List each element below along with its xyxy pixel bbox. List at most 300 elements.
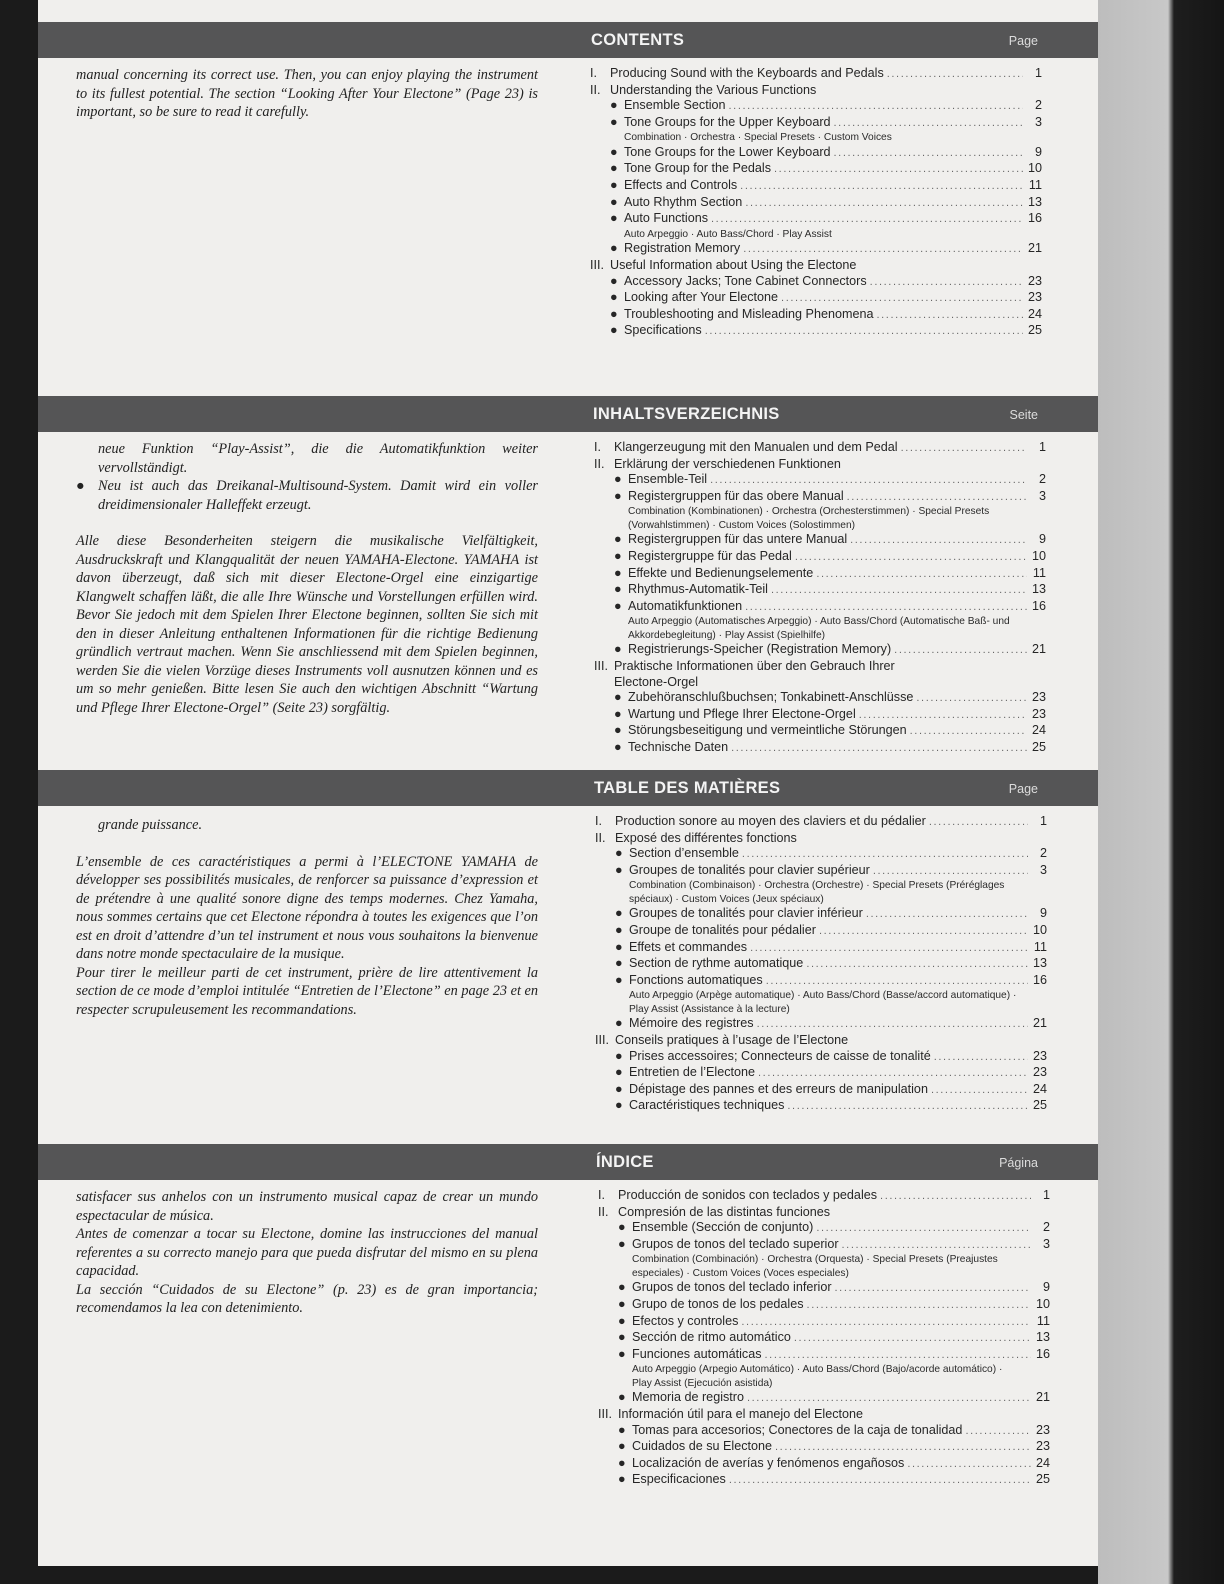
toc-entry-row: [598, 1220, 1050, 1237]
table-of-contents: [594, 440, 1046, 757]
toc-entry-label: Grupo de tonos de los pedales: [632, 1296, 804, 1311]
page-number: 2: [1039, 846, 1047, 861]
toc-entry-row: [590, 145, 1042, 162]
toc-entry-label: Localización de averías y fenómenos engañosos: [632, 1455, 905, 1470]
toc-entry-row: [590, 161, 1042, 178]
intro-text: [76, 66, 538, 140]
dot-leader: [745, 196, 1023, 212]
intro-bullet-item: [76, 477, 538, 514]
page-number: 13: [1031, 582, 1046, 597]
toc-entry-label: Groupes de tonalités pour clavier inférieur: [629, 906, 863, 921]
toc-entry-label: Dépistage des pannes et des erreurs de manipulation: [629, 1081, 928, 1096]
bullet-icon: ●: [610, 98, 618, 113]
chapter-number: I.: [598, 1188, 605, 1202]
dot-leader: [765, 1348, 1031, 1364]
toc-entry-label: Registration Memory: [624, 241, 741, 256]
bullet-icon: ●: [76, 478, 85, 494]
toc-entry-label: Groupes de tonalités pour clavier supérieur: [629, 862, 870, 877]
toc-entry-row: [595, 956, 1047, 973]
bullet-icon: ●: [610, 323, 618, 338]
toc-entry-row: [598, 1314, 1050, 1331]
toc-entry-label: Efectos y controles: [632, 1313, 739, 1328]
toc-entry-label: Prises accessoires; Connecteurs de caisse de tonalité: [629, 1048, 931, 1063]
toc-entry-label: Specifications: [624, 323, 702, 338]
page-number: 21: [1027, 241, 1042, 256]
toc-entry-label: Effekte und Bedienungselemente: [628, 565, 814, 580]
toc-entry-label: Caractéristiques techniques: [629, 1098, 785, 1113]
page-number: 16: [1027, 211, 1042, 226]
dot-leader: [866, 907, 1028, 923]
toc-entry-label: Registergruppe für das Pedal: [628, 548, 792, 563]
toc-entry-row: [595, 906, 1047, 923]
page-number: 9: [1039, 906, 1047, 921]
toc-entry-row: [595, 1065, 1047, 1082]
bullet-icon: ●: [614, 642, 622, 657]
chapter-number: III.: [598, 1406, 612, 1421]
bullet-icon: ●: [618, 1280, 626, 1295]
toc-entry-label: Registergruppen für das obere Manual: [628, 488, 844, 503]
toc-entry-row: [594, 532, 1046, 549]
section-title: ÍNDICE: [596, 1153, 654, 1171]
bullet-icon: ●: [618, 1455, 626, 1470]
page-number: 1: [1042, 1188, 1050, 1202]
toc-entry-label: Praktische Informationen über den Gebrauch Ihrer: [614, 658, 895, 673]
page-number: 11: [1032, 565, 1046, 580]
bullet-icon: ●: [618, 1422, 626, 1437]
toc-entry-row: [590, 211, 1042, 228]
toc-chapter-row: [598, 1188, 1050, 1205]
toc-subentry-text: Combination · Orchestra · Special Presets · Custom Voices: [624, 132, 892, 144]
dot-leader: [729, 1473, 1031, 1489]
dot-leader: [711, 212, 1023, 228]
toc-subentry-text: Auto Arpeggio (Automatisches Arpeggio) · Auto Bass/Chord (Automatische Baß- und Akkordebegleitung) · Play Assist (Spielhilfe): [628, 616, 1010, 641]
toc-entry-label: Especificaciones: [632, 1472, 726, 1487]
page-number: 24: [1032, 1081, 1047, 1096]
page-number: 23: [1035, 1439, 1050, 1454]
toc-subentry-text: Combination (Combinación) · Orchestra (Orquesta) · Special Presets (Preajustes especiales) · Custom Voices (Voces especiales): [632, 1254, 998, 1279]
toc-entry-label: Wartung und Pflege Ihrer Electone-Orgel: [628, 706, 856, 721]
toc-entry-row: [598, 1297, 1050, 1314]
intro-paragraph: La sección “Cuidados de su Electone” (p. 23) es de gran importancia; recomendamos la lea con detenimiento.: [76, 1281, 538, 1316]
bullet-icon: ●: [614, 472, 622, 487]
bullet-icon: ●: [618, 1236, 626, 1251]
dot-leader: [806, 957, 1028, 973]
bullet-icon: ●: [614, 582, 622, 597]
toc-entry-label-continued: Electone-Orgel: [614, 674, 698, 689]
page-number: 3: [1034, 114, 1042, 129]
toc-entry-row: [590, 195, 1042, 212]
toc-entry-label: Funciones automáticas: [632, 1346, 762, 1361]
toc-subentry-text: Auto Arpeggio (Arpegio Automático) · Auto Bass/Chord (Bajo/acorde automático) · Play Assist (Ejecución asistida): [632, 1364, 1003, 1389]
toc-entry-label: Automatikfunktionen: [628, 598, 743, 613]
bullet-icon: ●: [618, 1296, 626, 1311]
dot-leader: [775, 1440, 1031, 1456]
page-number: 1: [1039, 814, 1047, 828]
page-number: 3: [1042, 1236, 1050, 1251]
page-number: 13: [1035, 1330, 1050, 1345]
intro-text: [76, 440, 538, 735]
toc-entry-row: [598, 1390, 1050, 1407]
toc-subentry-text: Combination (Kombinationen) · Orchestra (Orchesterstimmen) · Special Presets (Vorwahlstimmen) · Custom Voices (Solostimmen): [628, 506, 990, 531]
bullet-icon: ●: [610, 194, 618, 209]
toc-entry-label: Klangerzeugung mit den Manualen und dem Pedal: [614, 440, 898, 454]
toc-entry-label: Section d’ensemble: [629, 846, 739, 861]
toc-entry-label: Tone Groups for the Upper Keyboard: [624, 114, 831, 129]
dot-leader: [819, 924, 1028, 940]
toc-entry-row: [594, 489, 1046, 506]
toc-entry-row: [595, 1082, 1047, 1099]
page-number: 23: [1035, 1422, 1050, 1437]
page-number: 10: [1032, 922, 1047, 937]
bullet-icon: ●: [618, 1313, 626, 1328]
bullet-icon: ●: [610, 273, 618, 288]
dot-leader: [774, 162, 1023, 178]
toc-entry-label: Groupe de tonalités pour pédalier: [629, 922, 816, 937]
toc-entry-row: [598, 1456, 1050, 1473]
page-number: 24: [1035, 1455, 1050, 1470]
dot-leader: [834, 116, 1023, 132]
toc-entry-row: [590, 115, 1042, 132]
toc-entry-row: [598, 1347, 1050, 1364]
toc-entry-row: [595, 973, 1047, 990]
bullet-icon: ●: [615, 906, 623, 921]
page-number: 10: [1027, 161, 1042, 176]
dot-leader: [743, 242, 1023, 258]
toc-entry-label: Technische Daten: [628, 739, 729, 754]
page-column-label: Page: [1008, 782, 1038, 796]
dot-leader: [894, 643, 1027, 659]
toc-entry-label: Grupos de tonos del teclado superior: [632, 1236, 839, 1251]
dot-leader: [901, 441, 1027, 457]
page-number: 11: [1036, 1313, 1050, 1328]
toc-entry-row: [594, 642, 1046, 659]
toc-entry-label: Effects and Controls: [624, 178, 738, 193]
toc-entry-label: Producción de sonidos con teclados y pedales: [618, 1188, 878, 1202]
page-number: 24: [1027, 306, 1042, 321]
toc-entry-row: [595, 940, 1047, 957]
dot-leader: [740, 179, 1023, 195]
dot-leader: [965, 1424, 1031, 1440]
toc-entry-row: [598, 1423, 1050, 1440]
page-edge-shadow: [1098, 0, 1224, 1584]
toc-entry-row: [594, 690, 1046, 707]
chapter-number: I.: [595, 814, 602, 828]
dot-leader: [787, 1099, 1028, 1115]
toc-chapter-row: [594, 659, 1046, 675]
page-number: 13: [1032, 956, 1047, 971]
dot-leader: [847, 490, 1027, 506]
toc-chapter-row: [594, 457, 1046, 473]
intro-paragraph: satisfacer sus anhelos con un instrumento musical capaz de crear un mundo espectacular de música.: [76, 1189, 538, 1224]
toc-chapter-row: [595, 831, 1047, 847]
toc-chapter-row: [590, 83, 1042, 99]
chapter-number: II.: [595, 830, 606, 845]
dot-leader: [929, 815, 1028, 831]
bullet-icon: ●: [610, 161, 618, 176]
toc-entry-row: [594, 723, 1046, 740]
toc-chapter-row: [595, 814, 1047, 831]
dot-leader: [907, 1457, 1031, 1473]
dot-leader: [747, 1391, 1031, 1407]
toc-entry-label: Exposé des différentes fonctions: [615, 830, 797, 845]
page-number: 25: [1027, 323, 1042, 338]
intro-text: [76, 816, 538, 1019]
intro-paragraph: grande puissance.: [98, 817, 203, 833]
toc-entry-row: [598, 1472, 1050, 1489]
dot-leader: [873, 864, 1028, 880]
page-number: 16: [1032, 972, 1047, 987]
page-number: 1: [1038, 440, 1046, 454]
toc-entry-row: [594, 582, 1046, 599]
bullet-icon: ●: [610, 178, 618, 193]
toc-entry-label: Mémoire des registres: [629, 1016, 754, 1031]
dot-leader: [835, 1281, 1031, 1297]
dot-leader: [870, 275, 1023, 291]
table-of-contents: [590, 66, 1042, 340]
toc-entry-label: Cuidados de su Electone: [632, 1439, 773, 1454]
page-number: 25: [1031, 739, 1046, 754]
dot-leader: [758, 1066, 1028, 1082]
page-number: 2: [1038, 472, 1046, 487]
toc-entry-label: Registergruppen für das untere Manual: [628, 532, 848, 547]
intro-paragraph: Pour tirer le meilleur parti de cet instrument, prière de lire attentivement la section de ce mode d’emploi intitulée “Entretien de l’Electone” en page 23 et en respecter scrupuleusement les recommandations.: [76, 964, 538, 1018]
dot-leader: [794, 1331, 1031, 1347]
bullet-icon: ●: [618, 1439, 626, 1454]
toc-entry-label: Troubleshooting and Misleading Phenomena: [624, 306, 874, 321]
dot-leader: [880, 1189, 1031, 1205]
toc-entry-row: [594, 599, 1046, 616]
bullet-icon: ●: [615, 862, 623, 877]
bullet-icon: ●: [615, 922, 623, 937]
bullet-icon: ●: [614, 739, 622, 754]
toc-entry-label: Understanding the Various Functions: [610, 82, 817, 97]
section-title: CONTENTS: [591, 31, 685, 49]
bullet-icon: ●: [614, 532, 622, 547]
page-column-label: Page: [1008, 34, 1038, 48]
toc-entry-label: Registrierungs-Speicher (Registration Memory): [628, 642, 892, 657]
intro-paragraph: Alle diese Besonderheiten steigern die musikalische Vielfältigkeit, Ausdruckskraft und Klangqualität der neuen YAMAHA-Electone. YAMAHA ist davon überzeugt, daß sich mit dieser Electone-Orgel eine einzigartige Klangwelt schaffen läßt, die alle Ihre Wünsche und Vorstellungen erfüllen wird. Bevor Sie jedoch mit dem Spielen Ihrer Electone beginnen, sollten Sie sich mit den in dieser Anleitung enthaltenen Informationen für die richtige Bedienung gründlich vertraut machen. Wenn Sie anschliessend mit dem Spielen beginnen, werden Sie die vielen Vorzüge dieses Instruments voll ausnutzen können und es um so mehr genießen. Bitte lesen Sie auch den wichtigen Abschnitt “Wartung und Pflege Ihrer Electone-Orgel” (Seite 23) sorgfältig.: [76, 533, 538, 716]
bullet-icon: ●: [615, 1098, 623, 1113]
bullet-icon: ●: [614, 565, 622, 580]
bullet-icon: ●: [615, 956, 623, 971]
toc-entry-label: Producing Sound with the Keyboards and Pedals: [610, 66, 884, 80]
chapter-number: I.: [590, 66, 597, 80]
toc-entry-label: Looking after Your Electone: [624, 290, 779, 305]
page-number: 2: [1034, 98, 1042, 113]
page-number: 16: [1035, 1346, 1050, 1361]
page-number: 11: [1028, 178, 1042, 193]
page-number: 23: [1032, 1048, 1047, 1063]
section-title: TABLE DES MATIÈRES: [594, 779, 781, 797]
dot-leader: [816, 1221, 1031, 1237]
toc-entry-row: [594, 707, 1046, 724]
page-number: 1: [1034, 66, 1042, 80]
bullet-icon: ●: [614, 706, 622, 721]
toc-entry-label: Rhythmus-Automatik-Teil: [628, 582, 768, 597]
toc-chapter-row: [598, 1205, 1050, 1221]
toc-entry-label: Tone Group for the Pedals: [624, 161, 772, 176]
toc-entry-label: Tone Groups for the Lower Keyboard: [624, 144, 831, 159]
dot-leader: [859, 708, 1027, 724]
page-column-label: Página: [999, 1156, 1038, 1170]
table-of-contents: [595, 814, 1047, 1115]
toc-entry-label: Accessory Jacks; Tone Cabinet Connectors: [624, 273, 867, 288]
page-number: 2: [1042, 1220, 1050, 1235]
bullet-icon: ●: [615, 939, 623, 954]
section-header-band: [38, 1144, 1098, 1180]
page-number: 13: [1027, 194, 1042, 209]
toc-chapter-row: [590, 66, 1042, 83]
toc-entry-row: [595, 923, 1047, 940]
bullet-icon: ●: [615, 1016, 623, 1031]
toc-subentry-text: Auto Arpeggio (Arpège automatique) · Auto Bass/Chord (Basse/accord automatique) · Play Assist (Assistance à la lecture): [629, 990, 1017, 1015]
bullet-icon: ●: [618, 1346, 626, 1361]
toc-entry-label: Zubehöranschlußbuchsen; Tonkabinett-Anschlüsse: [628, 690, 914, 705]
page-number: 23: [1031, 706, 1046, 721]
toc-entry-label: Sección de ritmo automático: [632, 1330, 791, 1345]
toc-entry-row: [590, 98, 1042, 115]
bullet-icon: ●: [618, 1220, 626, 1235]
toc-entry-label: Ensemble-Teil: [628, 472, 708, 487]
toc-entry-label: Section de rythme automatique: [629, 956, 804, 971]
bullet-icon: ●: [615, 972, 623, 987]
dot-leader: [766, 974, 1028, 990]
toc-entry-row: [594, 472, 1046, 489]
page-number: 21: [1031, 642, 1046, 657]
chapter-number: I.: [594, 440, 601, 454]
toc-entry-row: [598, 1330, 1050, 1347]
toc-entry-row: [590, 323, 1042, 340]
toc-entry-row: [590, 307, 1042, 324]
intro-text: [76, 1188, 538, 1318]
toc-entry-label: Entretien de l’Electone: [629, 1065, 756, 1080]
page-number: 16: [1031, 598, 1046, 613]
toc-entry-label: Conseils pratiques à l’usage de l’Electone: [615, 1032, 849, 1047]
toc-entry-row: [594, 549, 1046, 566]
dot-leader: [934, 1050, 1028, 1066]
page-number: 9: [1034, 144, 1042, 159]
toc-entry-label: Ensemble (Sección de conjunto): [632, 1220, 814, 1235]
chapter-number: III.: [595, 1032, 609, 1047]
toc-entry-label: Erklärung der verschiedenen Funktionen: [614, 456, 841, 471]
toc-subentry-text: Combination (Combinaison) · Orchestra (Orchestre) · Special Presets (Préréglages spéciaux) · Custom Voices (Jeux spéciaux): [629, 880, 1005, 905]
toc-entry-label: Auto Rhythm Section: [624, 194, 743, 209]
bullet-icon: ●: [615, 846, 623, 861]
dot-leader: [842, 1238, 1031, 1254]
toc-entry-label: Tomas para accesorios; Conectores de la caja de tonalidad: [632, 1422, 963, 1437]
page-number: 23: [1032, 1065, 1047, 1080]
intro-paragraph: manual concerning its correct use. Then, you can enjoy playing the instrument to its fullest potential. The section “Looking After Your Electone” (Page 23) is important, so be sure to read it carefully.: [76, 67, 538, 120]
bullet-icon: ●: [610, 114, 618, 129]
intro-paragraph: Antes de comenzar a tocar su Electone, domine las instrucciones del manual referentes a su correcto manejo para que pueda disfrutar del mismo en su plena capacidad.: [76, 1226, 538, 1279]
page-number: 23: [1027, 290, 1042, 305]
page-number: 23: [1031, 690, 1046, 705]
dot-leader: [757, 1017, 1028, 1033]
chapter-number: III.: [590, 257, 604, 272]
page-number: 24: [1031, 723, 1046, 738]
bullet-icon: ●: [618, 1472, 626, 1487]
bullet-icon: ●: [618, 1330, 626, 1345]
dot-leader: [795, 550, 1027, 566]
bullet-icon: ●: [610, 290, 618, 305]
page-number: 9: [1042, 1280, 1050, 1295]
toc-chapter-row: [595, 1033, 1047, 1049]
page-number: 3: [1038, 488, 1046, 503]
page-number: 10: [1035, 1296, 1050, 1311]
bullet-icon: ●: [610, 306, 618, 321]
bullet-icon: ●: [614, 598, 622, 613]
toc-entry-row: [598, 1280, 1050, 1297]
chapter-number: II.: [594, 456, 605, 471]
bullet-icon: ●: [610, 241, 618, 256]
dot-leader: [729, 99, 1023, 115]
dot-leader: [887, 67, 1023, 83]
page-number: 10: [1031, 548, 1046, 563]
bullet-icon: ●: [615, 1081, 623, 1096]
table-of-contents: [598, 1188, 1050, 1489]
toc-entry-row: [590, 241, 1042, 258]
dot-leader: [910, 724, 1027, 740]
page-number: 9: [1038, 532, 1046, 547]
toc-entry-label: Effets et commandes: [629, 939, 748, 954]
section-header-band: [38, 770, 1098, 806]
dot-leader: [916, 691, 1027, 707]
dot-leader: [771, 583, 1027, 599]
bullet-icon: ●: [614, 690, 622, 705]
toc-entry-row: [590, 178, 1042, 195]
toc-entry-row: [590, 290, 1042, 307]
page-number: 11: [1033, 939, 1047, 954]
toc-entry-row: [590, 274, 1042, 291]
bullet-icon: ●: [614, 548, 622, 563]
dot-leader: [931, 1083, 1028, 1099]
dot-leader: [742, 847, 1028, 863]
toc-entry-label: Información útil para el manejo del Electone: [618, 1406, 864, 1421]
dot-leader: [834, 146, 1023, 162]
dot-leader: [705, 324, 1023, 340]
intro-paragraph: Neu ist auch das Dreikanal-Multisound-System. Damit wird ein voller dreidimensionaler Halleffekt erzeugt.: [98, 478, 538, 513]
dot-leader: [750, 941, 1028, 957]
chapter-number: III.: [594, 658, 608, 673]
chapter-number: II.: [590, 82, 601, 97]
toc-entry-row: [598, 1237, 1050, 1254]
section-header-band: [38, 22, 1098, 58]
intro-paragraph: L’ensemble de ces caractéristiques a permi à l’ELECTONE YAMAHA de développer ses possibilités musicales, de renforcer sa puissance d’expression et de prétendre à une qualité sonore digne des temps modernes. Chez Yamaha, nous sommes certains que cet Electone répondra à toutes les exigences que l’on est en droit d’attendre d’un tel instrument et nous vous souhaitons la bienvenue dans notre monde spectaculaire de la musique.: [76, 853, 538, 962]
toc-entry-label: Production sonore au moyen des claviers et du pédalier: [615, 814, 926, 828]
bullet-icon: ●: [614, 488, 622, 503]
page-number: 21: [1035, 1390, 1050, 1405]
bullet-icon: ●: [615, 1065, 623, 1080]
dot-leader: [807, 1298, 1031, 1314]
toc-chapter-row: [598, 1407, 1050, 1423]
page-column-label: Seite: [1009, 408, 1038, 422]
chapter-number: II.: [598, 1204, 609, 1219]
toc-entry-label: Ensemble Section: [624, 98, 726, 113]
dot-leader: [816, 567, 1027, 583]
toc-entry-row: [595, 1098, 1047, 1115]
bullet-icon: ●: [610, 211, 618, 226]
bullet-icon: ●: [610, 144, 618, 159]
section-title: INHALTSVERZEICHNIS: [593, 405, 780, 423]
section-header-band: [38, 396, 1098, 432]
page-number: 25: [1035, 1472, 1050, 1487]
intro-paragraph: neue Funktion “Play-Assist”, die die Automatikfunktion weiter vervollständigt.: [98, 441, 538, 476]
toc-entry-label: Auto Functions: [624, 211, 709, 226]
toc-entry-label: Memoria de registro: [632, 1390, 744, 1405]
toc-entry-label: Fonctions automatiques: [629, 972, 763, 987]
dot-leader: [710, 473, 1027, 489]
toc-entry-row: [594, 740, 1046, 757]
